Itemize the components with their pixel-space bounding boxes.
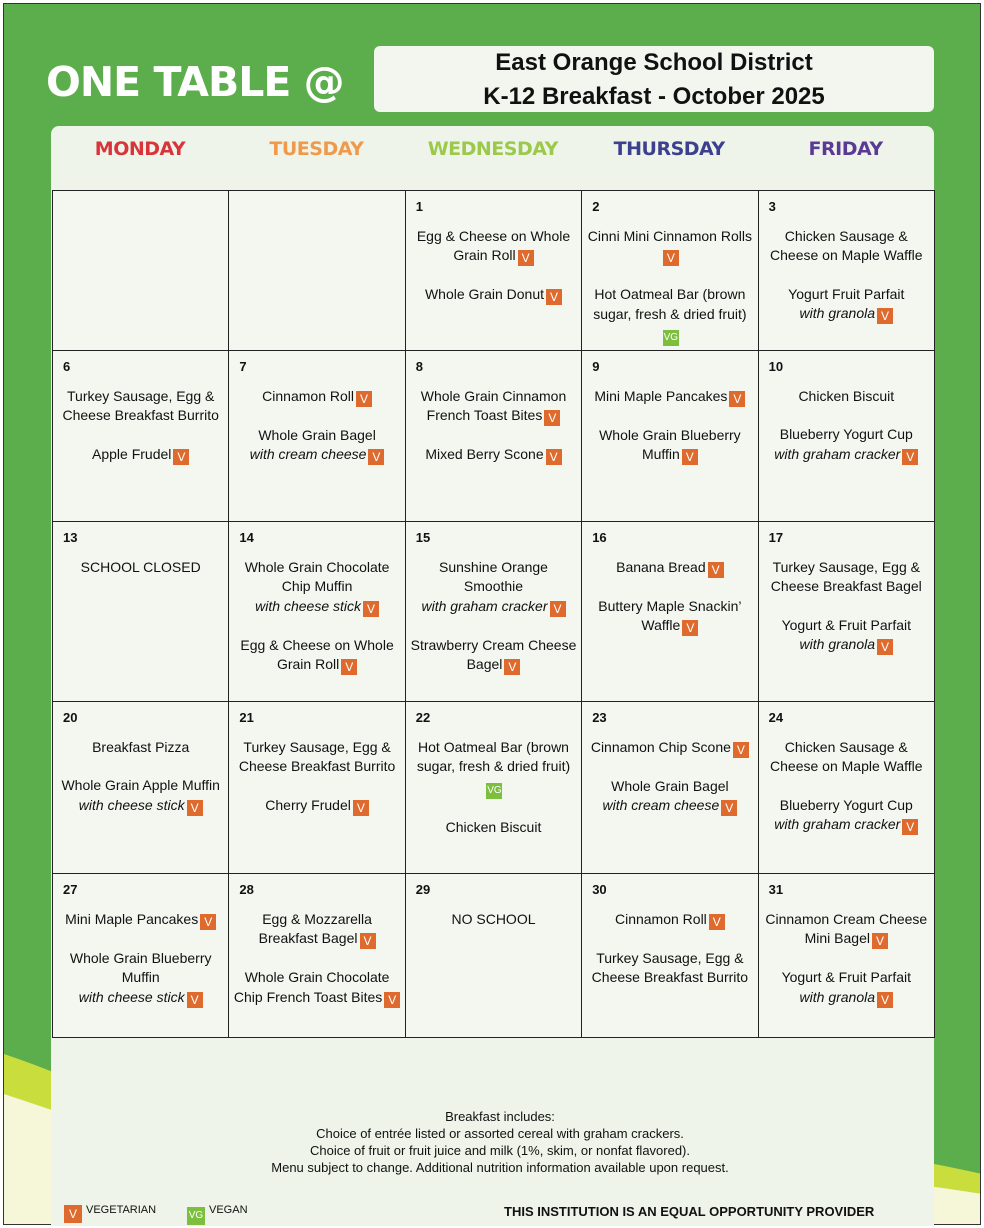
vegetarian-badge-icon: V	[721, 800, 737, 816]
menu-item	[233, 387, 400, 407]
date-number: 10	[768, 359, 784, 374]
date-number: 9	[592, 359, 600, 374]
menu-item-name: Chicken Sausage & Cheese on Maple Waffle	[770, 739, 923, 775]
menu-item-name: Sunshine Orange Smoothie	[439, 559, 548, 595]
one-table-logo	[46, 58, 344, 106]
menu-item	[763, 558, 930, 597]
vegetarian-badge-icon: V	[682, 620, 698, 636]
menu-item-side: with cheese stick	[78, 796, 185, 813]
menu-item	[410, 285, 577, 305]
menu-item	[233, 738, 400, 777]
date-number: 13	[63, 530, 78, 545]
day-cell	[52, 521, 229, 702]
menu-item	[233, 968, 400, 1007]
menu-item	[57, 387, 224, 426]
menu-items	[586, 738, 753, 835]
menu-items	[57, 738, 224, 835]
menu-item	[410, 558, 577, 617]
day-header-3: THURSDAY	[613, 138, 725, 160]
menu-item-name: Hot Oatmeal Bar (brown sugar, fresh & dried fruit)	[593, 286, 747, 322]
menu-item	[57, 445, 224, 465]
menu-item	[233, 636, 400, 675]
vegetarian-badge-icon: V	[356, 391, 372, 407]
menu-item	[586, 387, 753, 407]
menu-item	[763, 910, 930, 949]
menu-items	[410, 558, 577, 694]
menu-items	[763, 227, 930, 343]
menu-item	[410, 818, 577, 837]
vegetarian-badge-icon: V	[544, 410, 560, 426]
menu-items	[233, 910, 400, 1027]
date-number: 30	[592, 882, 607, 897]
date-number: 8	[415, 359, 424, 374]
menu-item-name: Whole Grain Blueberry Muffin	[69, 950, 212, 986]
menu-item-name: Egg & Mozzarella Breakfast Bagel	[258, 911, 372, 947]
menu-items	[763, 910, 930, 1027]
menu-item-side: with granola	[799, 305, 876, 322]
menu-item-name: Whole Grain Blueberry Muffin	[599, 427, 741, 463]
vegetarian-badge-icon: V	[733, 742, 749, 758]
menu-item-name: Cinnamon Roll	[262, 388, 354, 404]
legend-vegan-label: VEGAN	[209, 1204, 248, 1216]
day-cell	[228, 701, 405, 874]
menu-item	[763, 796, 930, 835]
menu-items	[763, 558, 930, 674]
menu-item-name: Cinni Mini Cinnamon Rolls	[587, 228, 752, 244]
menu-item-name: Whole Grain Donut	[424, 286, 545, 303]
menu-items	[410, 387, 577, 484]
date-number: 24	[768, 710, 784, 725]
vegetarian-badge-icon: V	[663, 250, 679, 266]
vegetarian-badge-icon: V	[729, 391, 745, 407]
menu-item-name: Mini Maple Pancakes	[65, 911, 199, 927]
menu-item	[586, 426, 753, 465]
menu-items	[410, 910, 577, 948]
menu-item	[763, 968, 930, 1007]
menu-item	[57, 776, 224, 815]
menu-item	[586, 285, 753, 346]
menu-item-side: with graham cracker	[774, 445, 901, 462]
day-cell	[228, 350, 405, 522]
day-cell	[405, 190, 582, 351]
menu-items	[233, 558, 400, 694]
menu-item-name: Chicken Biscuit	[798, 388, 895, 404]
legend-vegan	[185, 1204, 248, 1225]
menu-item-side: with cheese stick	[255, 597, 361, 614]
vegetarian-badge-icon: V	[708, 562, 724, 578]
menu-item	[410, 227, 577, 266]
menu-item-name: Cinnamon Chip Scone	[590, 739, 731, 755]
day-cell	[581, 873, 758, 1038]
date-number: 15	[415, 530, 431, 545]
footer-line: Choice of entrée listed or assorted cereal with graham crackers.	[316, 1126, 684, 1141]
date-number: 1	[415, 199, 424, 214]
menu-item-name: Turkey Sausage, Egg & Cheese Breakfast Burrito	[591, 950, 749, 986]
menu-item	[233, 426, 400, 465]
day-cell	[758, 873, 935, 1038]
legend-vegetarian-label: VEGETARIAN	[86, 1204, 157, 1216]
day-cell	[758, 701, 935, 874]
footer-line: Breakfast includes:	[445, 1109, 555, 1124]
day-cell	[52, 873, 229, 1038]
menu-item-name: Blueberry Yogurt Cup	[779, 426, 913, 443]
menu-item-name: Cinnamon Cream Cheese Mini Bagel	[765, 911, 928, 947]
menu-items	[410, 738, 577, 856]
date-number: 31	[768, 882, 784, 897]
menu-item	[410, 910, 577, 929]
menu-item	[763, 738, 930, 777]
menu-item	[586, 597, 753, 636]
date-number: 28	[239, 882, 254, 897]
menu-item-name: Cinnamon Roll	[614, 911, 707, 927]
menu-item	[410, 445, 577, 465]
menu-items	[57, 910, 224, 1027]
menu-item-name: NO SCHOOL	[451, 911, 536, 927]
menu-item-name: Apple Frudel	[92, 445, 172, 462]
day-cell	[758, 350, 935, 522]
vegetarian-badge-icon: V	[384, 992, 400, 1008]
menu-items	[763, 738, 930, 854]
day-cell	[52, 190, 229, 351]
menu-item-name: Whole Grain Bagel	[611, 778, 729, 794]
menu-items	[233, 738, 400, 835]
date-number: 6	[63, 359, 71, 374]
menu-item	[57, 949, 224, 1008]
menu-item-name: Egg & Cheese on Whole Grain Roll	[416, 228, 571, 264]
menu-item-name: Mixed Berry Scone	[425, 446, 544, 463]
vegetarian-badge-icon: V	[877, 992, 893, 1008]
vegetarian-badge-icon: V	[200, 914, 216, 930]
vegetarian-badge-icon: V	[877, 308, 893, 324]
vegetarian-badge-icon: V	[341, 659, 357, 675]
vegetarian-badge-icon: V	[187, 992, 203, 1008]
day-cell	[581, 350, 758, 522]
vegetarian-badge-icon: V	[872, 933, 888, 949]
menu-item	[586, 910, 753, 930]
vegetarian-badge-icon: V	[368, 449, 384, 465]
day-cell	[228, 190, 405, 351]
menu-item-name: Whole Grain Apple Muffin	[61, 777, 220, 794]
vegetarian-badge-icon: V	[546, 449, 562, 465]
legend-vegetarian	[62, 1204, 156, 1223]
vegetarian-badge-icon: V	[64, 1205, 82, 1223]
vegetarian-badge-icon: V	[709, 914, 725, 930]
day-header-1: TUESDAY	[269, 138, 364, 160]
menu-item	[586, 227, 753, 266]
day-cell	[405, 521, 582, 702]
menu-item-name: Whole Grain Chocolate Chip Muffin	[244, 559, 390, 595]
menu-item-name: Whole Grain Chocolate Chip French Toast Bites	[233, 969, 390, 1005]
day-cell	[52, 350, 229, 522]
day-cell	[758, 190, 935, 351]
menu-item-side: with cream cheese	[602, 797, 720, 814]
date-number: 7	[239, 359, 247, 374]
date-number: 16	[592, 530, 607, 545]
vegetarian-badge-icon: V	[518, 250, 534, 266]
day-cell	[581, 701, 758, 874]
vegetarian-badge-icon: V	[902, 819, 918, 835]
logo-text: ONE TABLE @	[46, 58, 344, 106]
district-title: East Orange School District	[495, 49, 813, 76]
menu-items	[57, 558, 224, 596]
menu-items	[586, 910, 753, 1007]
footer-notes	[150, 1108, 850, 1176]
footer-line: Choice of fruit or fruit juice and milk (1%, skim, or nonfat flavored).	[309, 1143, 691, 1158]
menu-item-name: Turkey Sausage, Egg & Cheese Breakfast Burrito	[238, 739, 396, 775]
menu-item	[410, 738, 577, 799]
menu-item-name: Chicken Sausage & Cheese on Maple Waffle	[770, 228, 923, 264]
date-number: 17	[768, 530, 784, 545]
menu-items	[586, 558, 753, 655]
day-cell	[581, 190, 758, 351]
menu-item-name: Mini Maple Pancakes	[594, 388, 728, 404]
menu-item	[763, 285, 930, 324]
menu-items	[57, 387, 224, 484]
menu-item-name: Hot Oatmeal Bar (brown sugar, fresh & dried fruit)	[416, 739, 571, 775]
menu-item	[763, 425, 930, 464]
vegetarian-badge-icon: V	[902, 449, 918, 465]
menu-item	[233, 558, 400, 617]
vegetarian-badge-icon: V	[187, 800, 203, 816]
menu-item-side: with granola	[799, 988, 876, 1005]
menu-item	[233, 796, 400, 816]
day-cell	[405, 350, 582, 522]
menu-item-name: Whole Grain Bagel	[258, 427, 376, 443]
day-header-2: WEDNESDAY	[427, 138, 558, 160]
menu-item-name: Banana Bread	[616, 559, 706, 575]
day-header-4: FRIDAY	[808, 138, 883, 160]
menu-item	[586, 949, 753, 988]
date-number: 29	[415, 882, 431, 897]
menu-item-name: Cherry Frudel	[265, 796, 351, 813]
menu-items	[586, 387, 753, 484]
menu-title: K-12 Breakfast - October 2025	[483, 83, 825, 110]
menu-item-name: Blueberry Yogurt Cup	[779, 796, 913, 813]
date-number: 20	[63, 710, 78, 725]
date-number: 3	[768, 199, 776, 214]
menu-item	[586, 738, 753, 758]
vegetarian-badge-icon: V	[353, 800, 369, 816]
vegetarian-badge-icon: V	[173, 449, 189, 465]
date-number: 22	[415, 710, 431, 725]
menu-item	[586, 558, 753, 578]
vegan-badge-icon: VG	[486, 783, 502, 799]
vegetarian-badge-icon: V	[550, 601, 566, 617]
day-cell	[228, 521, 405, 702]
vegetarian-badge-icon: V	[363, 601, 379, 617]
day-cell	[405, 873, 582, 1038]
menu-item-name: Turkey Sausage, Egg & Cheese Breakfast Bagel	[770, 559, 922, 595]
vegan-badge-icon: VG	[187, 1207, 205, 1225]
vegetarian-badge-icon: V	[360, 933, 376, 949]
vegetarian-badge-icon: V	[504, 659, 520, 675]
date-number: 27	[63, 882, 78, 897]
date-number: 23	[592, 710, 607, 725]
day-cell	[228, 873, 405, 1038]
footer-line: Menu subject to change. Additional nutrition information available upon request.	[271, 1160, 729, 1175]
menu-item	[233, 910, 400, 949]
vegan-badge-icon: VG	[663, 330, 679, 346]
date-number: 2	[592, 199, 600, 214]
menu-item-name: Whole Grain Cinnamon French Toast Bites	[420, 388, 567, 424]
date-number: 14	[239, 530, 254, 545]
menu-item	[57, 910, 224, 930]
menu-item	[763, 387, 930, 406]
menu-items	[410, 227, 577, 324]
menu-item-side: with granola	[799, 636, 876, 653]
menu-item	[410, 387, 577, 426]
menu-items	[586, 227, 753, 365]
day-cell	[52, 701, 229, 874]
menu-item	[410, 636, 577, 675]
menu-item	[763, 616, 930, 655]
vegetarian-badge-icon: V	[546, 289, 562, 305]
calendar-grid	[52, 190, 934, 1037]
menu-item-name: Yogurt Fruit Parfait	[788, 285, 905, 302]
menu-item-side: with cream cheese	[249, 446, 367, 463]
menu-item-name: Strawberry Cream Cheese Bagel	[410, 636, 577, 673]
menu-item-name: Buttery Maple Snackin’ Waffle	[598, 598, 742, 634]
menu-items	[233, 387, 400, 484]
menu-item-side: with graham cracker	[774, 816, 901, 833]
day-header-0: MONDAY	[94, 138, 186, 160]
menu-item-side: with cheese stick	[78, 988, 185, 1005]
menu-item	[57, 738, 224, 757]
day-cell	[758, 521, 935, 702]
menu-item-name: Egg & Cheese on Whole Grain Roll	[240, 636, 394, 673]
menu-item-name: SCHOOL CLOSED	[80, 559, 201, 575]
day-cell	[405, 701, 582, 874]
menu-item-name: Turkey Sausage, Egg & Cheese Breakfast Burrito	[62, 388, 219, 424]
menu-item	[586, 777, 753, 816]
equal-opportunity-statement: THIS INSTITUTION IS AN EQUAL OPPORTUNITY PROVIDER	[504, 1204, 875, 1219]
menu-item	[57, 558, 224, 577]
menu-items	[763, 387, 930, 484]
menu-item-name: Yogurt & Fruit Parfait	[781, 616, 911, 633]
date-number: 21	[239, 710, 254, 725]
menu-item-name: Chicken Biscuit	[445, 818, 542, 835]
menu-item-name: Yogurt & Fruit Parfait	[781, 969, 911, 986]
menu-item-side: with graham cracker	[421, 597, 548, 614]
vegetarian-badge-icon: V	[877, 639, 893, 655]
day-cell	[581, 521, 758, 702]
vegetarian-badge-icon: V	[682, 449, 698, 465]
title-box	[374, 46, 934, 112]
menu-item-name: Breakfast Pizza	[92, 739, 190, 755]
menu-item	[763, 227, 930, 266]
